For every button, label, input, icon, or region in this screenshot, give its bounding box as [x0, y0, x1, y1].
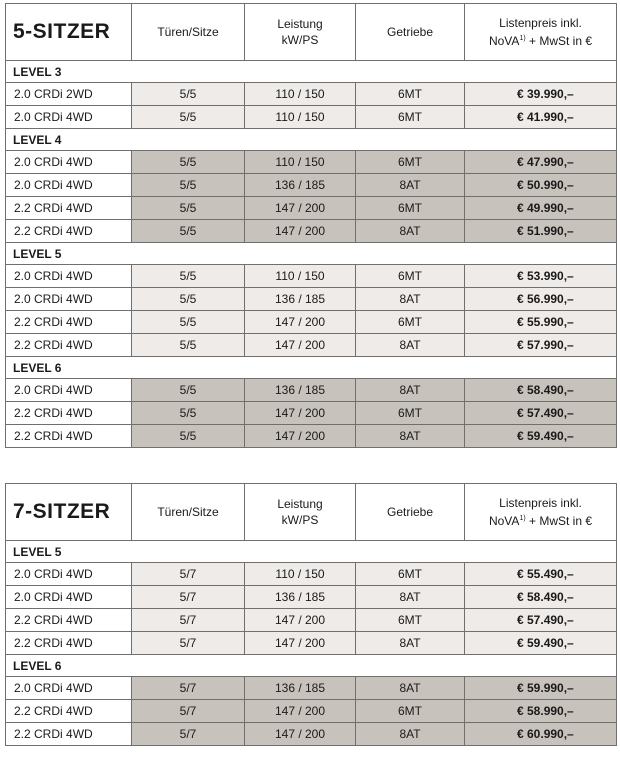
table-row — [6, 174, 617, 197]
model-cell: 2.0 CRDi 4WD — [6, 379, 132, 402]
header-power-line2: kW/PS — [281, 33, 319, 47]
header-price-line1: Listenpreis inkl. — [499, 16, 582, 30]
table-title: 5-SITZER — [6, 4, 132, 61]
header-power-line2: kW/PS — [281, 513, 319, 527]
header-row — [6, 4, 617, 61]
seats-cell: 5/7 — [132, 563, 245, 586]
price-cell: € 47.990,– — [465, 151, 617, 174]
table-row — [6, 425, 617, 448]
header-price — [465, 484, 617, 541]
model-cell: 2.2 CRDi 4WD — [6, 334, 132, 357]
price-table-5-seater — [5, 3, 617, 448]
header-gearbox: Getriebe — [356, 4, 465, 61]
table-row — [6, 723, 617, 746]
price-table-7-seater — [5, 483, 617, 746]
power-cell: 110 / 150 — [245, 265, 356, 288]
level-label: LEVEL 6 — [6, 655, 617, 677]
table-row — [6, 197, 617, 220]
model-cell: 2.2 CRDi 4WD — [6, 197, 132, 220]
header-price-vat: + MwSt in € — [525, 514, 593, 528]
gearbox-cell: 8AT — [356, 174, 465, 197]
header-price-nova: NoVA — [488, 514, 520, 528]
gearbox-cell: 6MT — [356, 402, 465, 425]
gearbox-cell: 6MT — [356, 265, 465, 288]
price-cell: € 41.990,– — [465, 106, 617, 129]
table-row — [6, 632, 617, 655]
gearbox-cell: 6MT — [356, 151, 465, 174]
model-cell: 2.0 CRDi 4WD — [6, 288, 132, 311]
gearbox-cell: 6MT — [356, 700, 465, 723]
seats-cell: 5/7 — [132, 723, 245, 746]
gearbox-cell: 8AT — [356, 723, 465, 746]
table-row — [6, 677, 617, 700]
price-cell: € 53.990,– — [465, 265, 617, 288]
level-row — [6, 129, 617, 151]
table-row — [6, 334, 617, 357]
price-cell: € 55.990,– — [465, 311, 617, 334]
level-label: LEVEL 5 — [6, 243, 617, 265]
seats-cell: 5/5 — [132, 288, 245, 311]
seats-cell: 5/5 — [132, 83, 245, 106]
power-cell: 136 / 185 — [245, 174, 356, 197]
table-row — [6, 288, 617, 311]
model-cell: 2.0 CRDi 4WD — [6, 563, 132, 586]
level-label: LEVEL 6 — [6, 357, 617, 379]
seats-cell: 5/5 — [132, 425, 245, 448]
table-row — [6, 311, 617, 334]
price-cell: € 51.990,– — [465, 220, 617, 243]
seats-cell: 5/5 — [132, 379, 245, 402]
header-power — [245, 4, 356, 61]
gearbox-cell: 8AT — [356, 334, 465, 357]
model-cell: 2.0 CRDi 4WD — [6, 677, 132, 700]
header-seats: Türen/Sitze — [132, 4, 245, 61]
seats-cell: 5/5 — [132, 174, 245, 197]
model-cell: 2.0 CRDi 2WD — [6, 83, 132, 106]
seats-cell: 5/5 — [132, 402, 245, 425]
power-cell: 147 / 200 — [245, 220, 356, 243]
seats-cell: 5/5 — [132, 220, 245, 243]
model-cell: 2.2 CRDi 4WD — [6, 632, 132, 655]
gearbox-cell: 6MT — [356, 311, 465, 334]
gearbox-cell: 6MT — [356, 83, 465, 106]
gearbox-cell: 8AT — [356, 586, 465, 609]
power-cell: 147 / 200 — [245, 311, 356, 334]
price-cell: € 50.990,– — [465, 174, 617, 197]
level-row — [6, 243, 617, 265]
price-cell: € 57.990,– — [465, 334, 617, 357]
gearbox-cell: 6MT — [356, 563, 465, 586]
header-row — [6, 484, 617, 541]
model-cell: 2.0 CRDi 4WD — [6, 151, 132, 174]
table-row — [6, 379, 617, 402]
seats-cell: 5/7 — [132, 700, 245, 723]
header-price — [465, 4, 617, 61]
table-row — [6, 563, 617, 586]
price-cell: € 57.490,– — [465, 402, 617, 425]
footnote-marker: 1) — [519, 515, 526, 522]
power-cell: 147 / 200 — [245, 632, 356, 655]
seats-cell: 5/7 — [132, 677, 245, 700]
header-power-line1: Leistung — [277, 17, 323, 31]
power-cell: 136 / 185 — [245, 288, 356, 311]
table-title: 7-SITZER — [6, 484, 132, 541]
power-cell: 147 / 200 — [245, 425, 356, 448]
seats-cell: 5/5 — [132, 106, 245, 129]
model-cell: 2.0 CRDi 4WD — [6, 265, 132, 288]
power-cell: 147 / 200 — [245, 723, 356, 746]
gearbox-cell: 8AT — [356, 379, 465, 402]
gearbox-cell: 6MT — [356, 609, 465, 632]
level-row — [6, 541, 617, 563]
model-cell: 2.2 CRDi 4WD — [6, 311, 132, 334]
model-cell: 2.0 CRDi 4WD — [6, 174, 132, 197]
table-row — [6, 220, 617, 243]
header-power — [245, 484, 356, 541]
header-price-line1: Listenpreis inkl. — [499, 496, 582, 510]
header-price-vat: + MwSt in € — [525, 34, 593, 48]
power-cell: 147 / 200 — [245, 700, 356, 723]
gearbox-cell: 8AT — [356, 632, 465, 655]
power-cell: 136 / 185 — [245, 586, 356, 609]
price-cell: € 60.990,– — [465, 723, 617, 746]
model-cell: 2.2 CRDi 4WD — [6, 700, 132, 723]
gearbox-cell: 8AT — [356, 425, 465, 448]
gearbox-cell: 6MT — [356, 106, 465, 129]
level-label: LEVEL 4 — [6, 129, 617, 151]
price-cell: € 59.490,– — [465, 425, 617, 448]
table-row — [6, 83, 617, 106]
power-cell: 147 / 200 — [245, 609, 356, 632]
seats-cell: 5/5 — [132, 197, 245, 220]
seats-cell: 5/5 — [132, 334, 245, 357]
footnote-marker: 1) — [519, 35, 526, 42]
table-row — [6, 151, 617, 174]
header-power-line1: Leistung — [277, 497, 323, 511]
seats-cell: 5/5 — [132, 265, 245, 288]
power-cell: 110 / 150 — [245, 151, 356, 174]
power-cell: 110 / 150 — [245, 563, 356, 586]
level-row — [6, 655, 617, 677]
table-row — [6, 106, 617, 129]
table-row — [6, 700, 617, 723]
seats-cell: 5/5 — [132, 311, 245, 334]
gearbox-cell: 8AT — [356, 220, 465, 243]
price-cell: € 57.490,– — [465, 609, 617, 632]
header-price-nova: NoVA — [488, 34, 520, 48]
level-label: LEVEL 3 — [6, 61, 617, 83]
price-cell: € 59.990,– — [465, 677, 617, 700]
power-cell: 147 / 200 — [245, 197, 356, 220]
model-cell: 2.2 CRDi 4WD — [6, 425, 132, 448]
price-cell: € 58.990,– — [465, 700, 617, 723]
model-cell: 2.0 CRDi 4WD — [6, 106, 132, 129]
header-gearbox: Getriebe — [356, 484, 465, 541]
level-row — [6, 61, 617, 83]
power-cell: 110 / 150 — [245, 106, 356, 129]
price-cell: € 58.490,– — [465, 379, 617, 402]
price-cell: € 59.490,– — [465, 632, 617, 655]
price-cell: € 55.490,– — [465, 563, 617, 586]
model-cell: 2.0 CRDi 4WD — [6, 586, 132, 609]
table-row — [6, 586, 617, 609]
level-label: LEVEL 5 — [6, 541, 617, 563]
table-row — [6, 402, 617, 425]
table-row — [6, 609, 617, 632]
header-seats: Türen/Sitze — [132, 484, 245, 541]
model-cell: 2.2 CRDi 4WD — [6, 723, 132, 746]
gearbox-cell: 8AT — [356, 677, 465, 700]
level-row — [6, 357, 617, 379]
power-cell: 147 / 200 — [245, 402, 356, 425]
gearbox-cell: 6MT — [356, 197, 465, 220]
power-cell: 136 / 185 — [245, 379, 356, 402]
seats-cell: 5/5 — [132, 151, 245, 174]
model-cell: 2.2 CRDi 4WD — [6, 609, 132, 632]
model-cell: 2.2 CRDi 4WD — [6, 220, 132, 243]
price-cell: € 49.990,– — [465, 197, 617, 220]
power-cell: 110 / 150 — [245, 83, 356, 106]
power-cell: 147 / 200 — [245, 334, 356, 357]
power-cell: 136 / 185 — [245, 677, 356, 700]
gearbox-cell: 8AT — [356, 288, 465, 311]
seats-cell: 5/7 — [132, 632, 245, 655]
model-cell: 2.2 CRDi 4WD — [6, 402, 132, 425]
seats-cell: 5/7 — [132, 609, 245, 632]
table-row — [6, 265, 617, 288]
price-cell: € 39.990,– — [465, 83, 617, 106]
seats-cell: 5/7 — [132, 586, 245, 609]
price-cell: € 58.490,– — [465, 586, 617, 609]
price-cell: € 56.990,– — [465, 288, 617, 311]
